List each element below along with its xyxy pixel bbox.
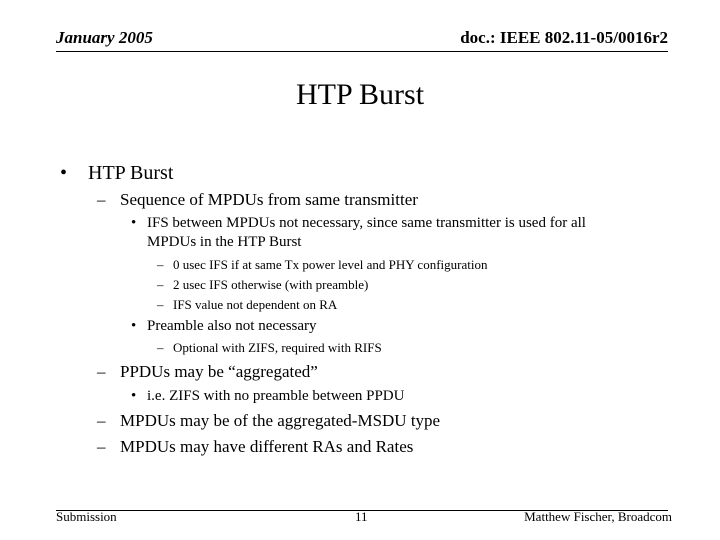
header-doc-id: doc.: IEEE 802.11-05/0016r2 — [460, 28, 668, 47]
bullet-marker: • — [131, 318, 137, 334]
bullet-ppdus-aggregated: PPDUs may be “aggregated” — [120, 362, 318, 381]
dash-marker: – — [157, 277, 164, 292]
dash-marker: – — [157, 297, 164, 312]
bullet-sequence-of-mpdus: Sequence of MPDUs from same transmitter — [120, 190, 418, 209]
dash-marker: – — [157, 257, 164, 272]
bullet-optional-with-zifs: Optional with ZIFS, required with RIFS — [173, 340, 382, 355]
bullet-ifs-not-necessary-line2: MPDUs in the HTP Burst — [147, 234, 302, 250]
bullet-preamble-not-necessary: Preamble also not necessary — [147, 318, 317, 334]
header-date: January 2005 — [56, 28, 153, 47]
bullet-ifs-value-not-dependent: IFS value not dependent on RA — [173, 297, 338, 312]
bullet-2-usec-ifs: 2 usec IFS otherwise (with preamble) — [173, 277, 369, 292]
dash-marker: – — [157, 340, 164, 355]
dash-marker: – — [97, 437, 106, 456]
bullet-0-usec-ifs: 0 usec IFS if at same Tx power level and PHY configuration — [173, 257, 488, 272]
bullet-marker: • — [60, 162, 68, 184]
dash-marker: – — [97, 411, 106, 430]
bullet-aggregated-msdu-type: MPDUs may be of the aggregated-MSDU type — [120, 411, 441, 430]
bullet-zifs-no-preamble: i.e. ZIFS with no preamble between PPDU — [147, 388, 405, 404]
dash-marker: – — [97, 362, 106, 381]
bullet-marker: • — [131, 215, 137, 231]
bullet-ifs-not-necessary-line1: IFS between MPDUs not necessary, since same transmitter is used for all — [147, 215, 586, 231]
dash-marker: – — [97, 190, 106, 209]
footer-page-number: 11 — [355, 509, 368, 524]
slide-title: HTP Burst — [295, 78, 425, 111]
bullet-htp-burst: HTP Burst — [88, 162, 174, 184]
bullet-different-ras-rates: MPDUs may have different RAs and Rates — [120, 437, 414, 456]
footer-submission: Submission — [56, 509, 117, 524]
footer-author: Matthew Fischer, Broadcom — [524, 509, 672, 524]
bullet-marker: • — [131, 388, 137, 404]
